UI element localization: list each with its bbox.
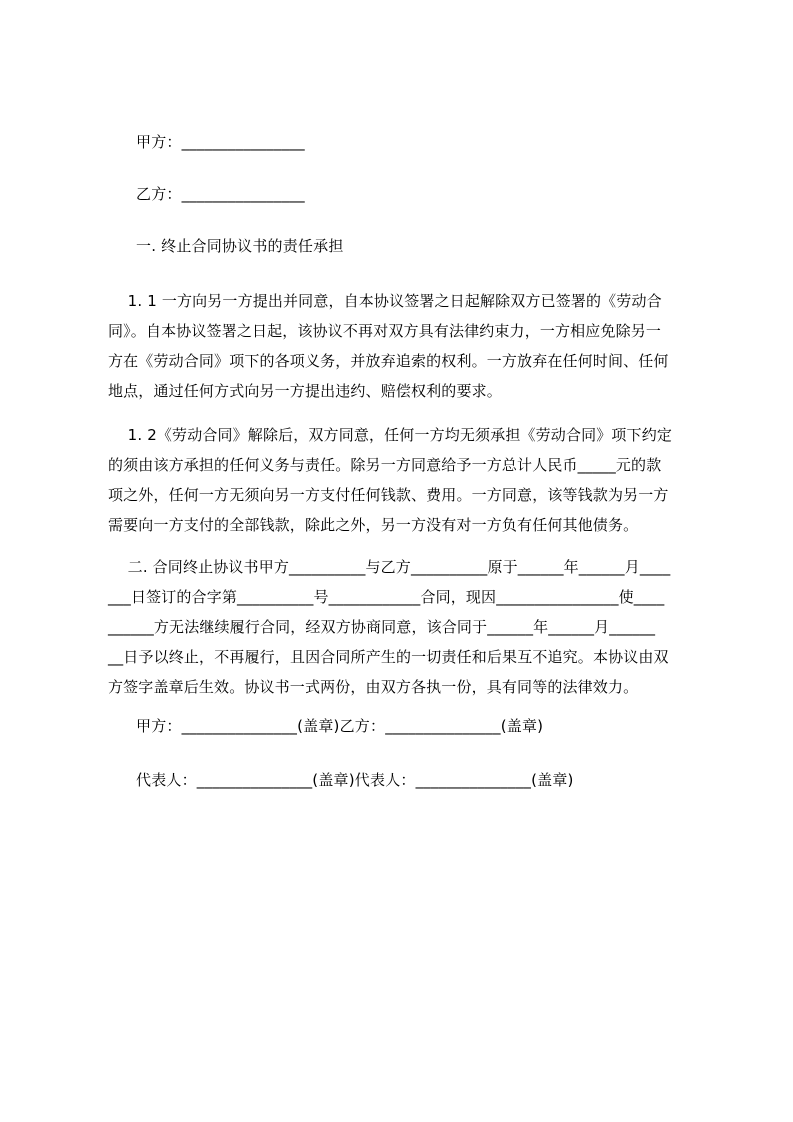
clause-1-1-line: 方在《劳动合同》项下的各项义务，并放弃追索的权利。一方放弃在任何时间、任何 [108, 352, 669, 370]
clause-1-2-line: 1. 2《劳动合同》解除后，双方同意，任何一方均无须承担《劳动合同》项下约定 [108, 426, 672, 444]
section2-line: __日予以终止，不再履行，且因合同所产生的一切责任和后果互不追究。本协议由双 [108, 648, 669, 666]
clause-1-2 [108, 420, 708, 540]
section2-line: 方签字盖章后生效。协议书一式两份，由双方各执一份，具有同等的法律效力。 [108, 678, 639, 696]
clause-1-1-line: 地点，通过任何方式向另一方提出违约、赔偿权利的要求。 [108, 382, 502, 400]
section2-line: 二. 合同终止协议书甲方__________与乙方__________原于______年______月____ [108, 558, 671, 576]
section2-line: ___日签订的合字第__________号____________合同，现因________________使____ [108, 588, 665, 606]
representative-line: 代表人：_______________(盖章)代表人：_______________(盖章) [136, 771, 574, 789]
party-b-line: 乙方：________________ [136, 185, 305, 203]
clause-1-1-line: 1. 1 一方向另一方提出并同意，自本协议签署之日起解除双方已签署的《劳动合 [108, 292, 662, 310]
section1-heading: 一. 终止合同协议书的责任承担 [136, 237, 344, 255]
section2-line: ______方无法继续履行合同，经双方协商同意，该合同于______年______月______ [108, 618, 656, 636]
clause-1-1-line: 同》。自本协议签署之日起，该协议不再对双方具有法律约束力，一方相应免除另一 [108, 322, 662, 340]
signature-line: 甲方：_______________(盖章)乙方：_______________(盖章) [136, 717, 544, 735]
clause-1-1 [108, 286, 708, 406]
section2 [108, 552, 708, 702]
party-a-line: 甲方：________________ [136, 133, 305, 151]
clause-1-2-line: 项之外，任何一方无须向另一方支付任何钱款、费用。一方同意，该等钱款为另一方 [108, 486, 669, 504]
clause-1-2-line: 的须由该方承担的任何义务与责任。除另一方同意给予一方总计人民币_____元的款 [108, 456, 662, 474]
clause-1-2-line: 需要向一方支付的全部钱款，除此之外，另一方没有对一方负有任何其他债务。 [108, 516, 639, 534]
